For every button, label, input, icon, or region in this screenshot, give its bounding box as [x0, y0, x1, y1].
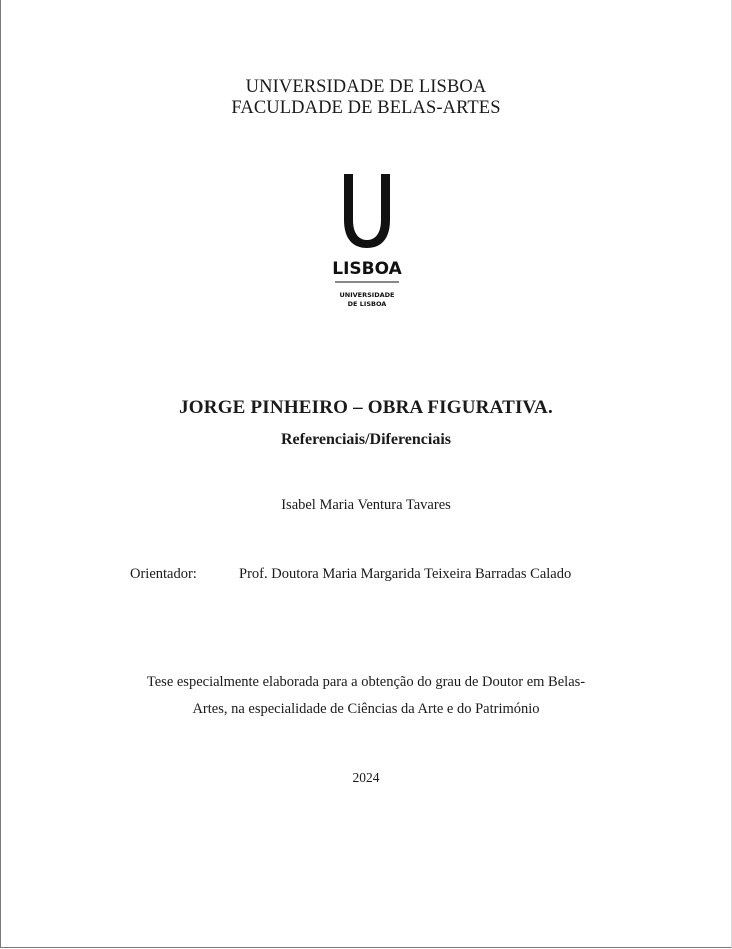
thesis-description-line1: Tese especialmente elaborada para a obtenção do grau de Doutor em Belas-: [146, 674, 586, 690]
logo-small-line1: UNIVERSIDADE: [339, 291, 395, 299]
faculty-name: FACULDADE DE BELAS-ARTES: [231, 98, 501, 118]
logo-word: LISBOA: [332, 259, 402, 279]
thesis-title: JORGE PINHEIRO – OBRA FIGURATIVA.: [179, 397, 553, 418]
university-logo: [331, 170, 403, 315]
university-name: UNIVERSIDADE DE LISBOA: [245, 77, 487, 97]
advisor-name: Prof. Doutora Maria Margarida Teixeira Barradas Calado: [239, 566, 572, 582]
advisor-label: Orientador:: [130, 566, 197, 582]
university-logo-icon: [331, 170, 403, 315]
author-name: Isabel Maria Ventura Tavares: [281, 497, 451, 513]
thesis-description-line2: Artes, na especialidade de Ciências da Arte e do Património: [192, 701, 540, 717]
year: 2024: [352, 770, 380, 785]
thesis-subtitle: Referenciais/Diferenciais: [280, 431, 452, 448]
thesis-description: [1, 669, 731, 723]
university-header: [1, 77, 731, 119]
logo-small-line2: DE LISBOA: [347, 300, 387, 308]
